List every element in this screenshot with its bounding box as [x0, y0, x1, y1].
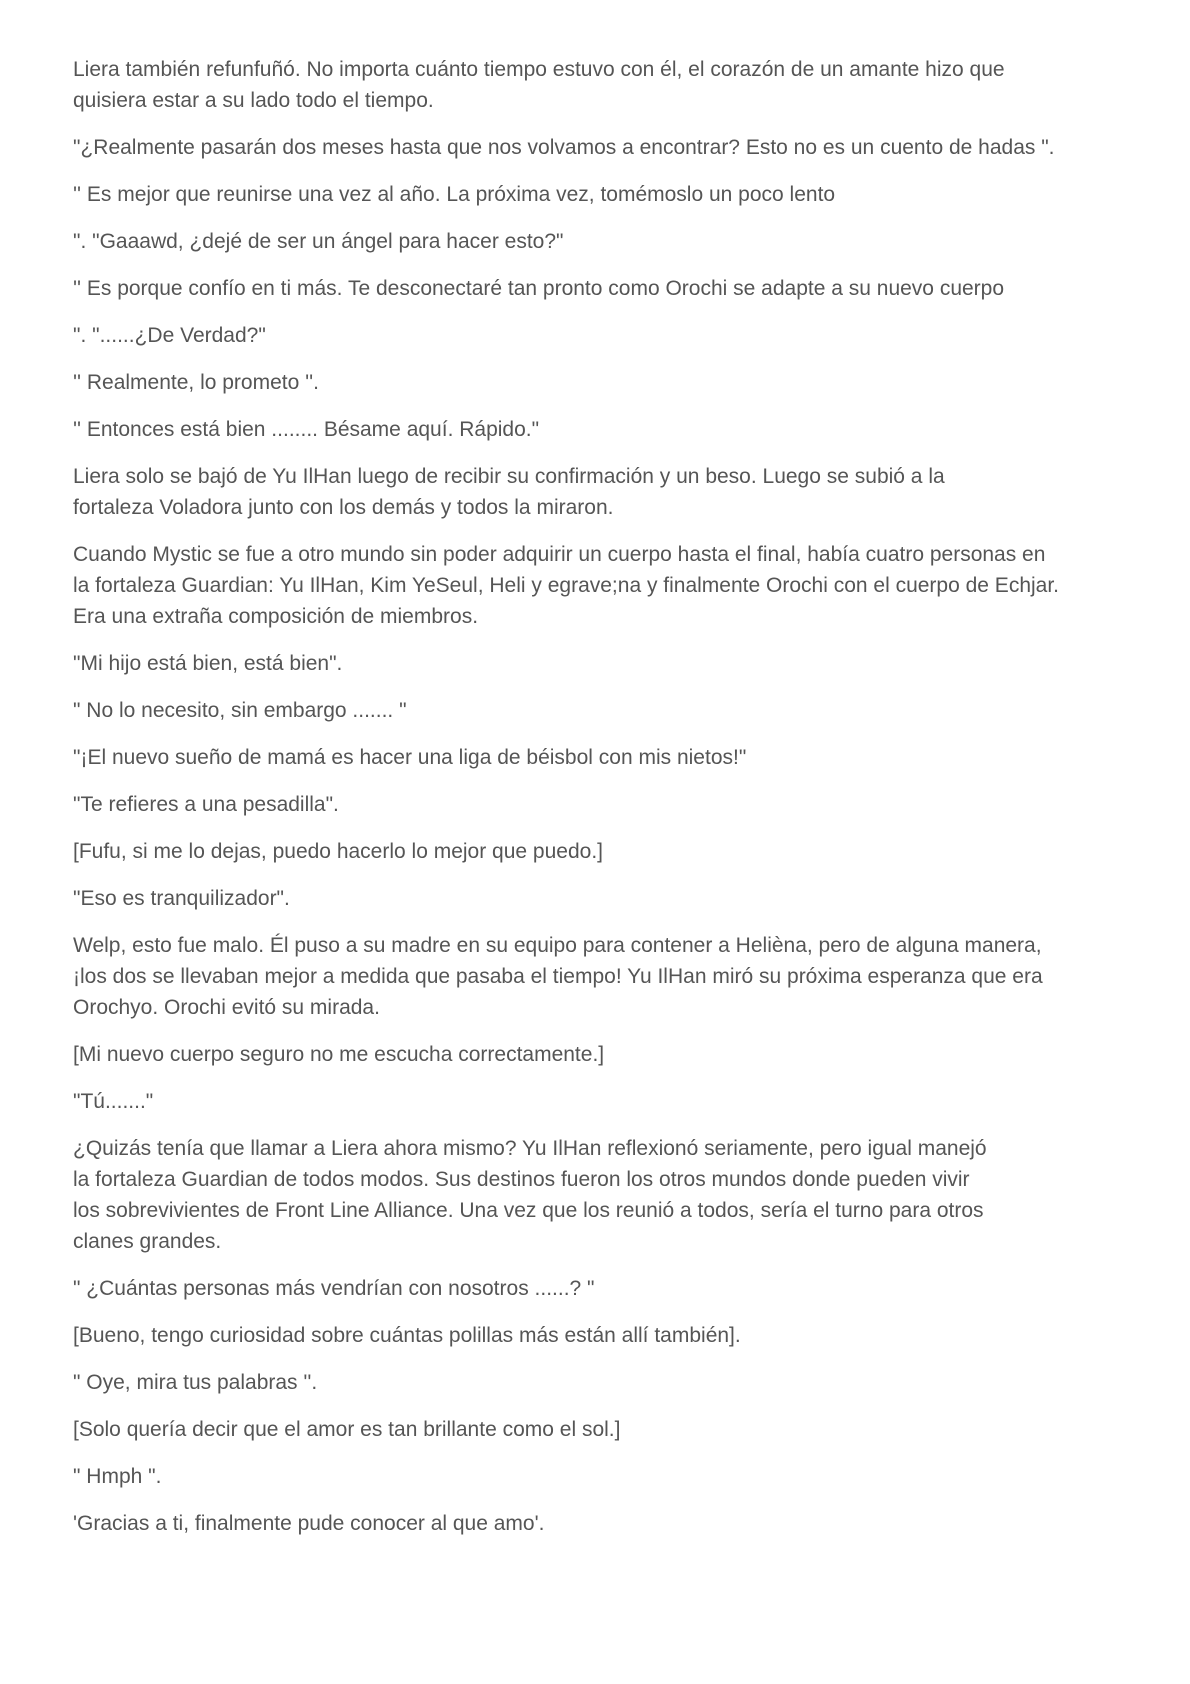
paragraph: 'Gracias a ti, finalmente pude conocer al que amo'. — [73, 1512, 545, 1535]
paragraph: ". "......¿De Verdad?" — [73, 324, 266, 347]
paragraph: "Tú......." — [73, 1090, 154, 1113]
document-page — [73, 54, 1123, 1555]
paragraph: Welp, esto fue malo. Él puso a su madre en su equipo para contener a Helièna, pero de alguna manera, ¡los dos se llevaban mejor a medida que pasaba el tiempo! Yu IlHan miró su próxima esperanza que era Orochyo. Orochi evitó su mirada. — [73, 934, 1043, 1019]
paragraph: " No lo necesito, sin embargo ....... " — [73, 699, 407, 722]
paragraph: ". "Gaaawd, ¿dejé de ser un ángel para hacer esto?" — [73, 230, 564, 253]
paragraph: '' Es mejor que reunirse una vez al año. La próxima vez, tomémoslo un poco lento — [73, 183, 836, 206]
paragraph: [Fufu, si me lo dejas, puedo hacerlo lo mejor que puedo.] — [73, 840, 603, 863]
paragraph: [Solo quería decir que el amor es tan brillante como el sol.] — [73, 1418, 621, 1441]
paragraph: Liera solo se bajó de Yu IlHan luego de recibir su confirmación y un beso. Luego se subió a la fortaleza Voladora junto con los demás y todos la miraron. — [73, 465, 945, 519]
paragraph: " Oye, mira tus palabras ''. — [73, 1371, 318, 1394]
paragraph: Cuando Mystic se fue a otro mundo sin poder adquirir un cuerpo hasta el final, había cuatro personas en la fortaleza Guardian: Yu IlHan, Kim YeSeul, Heli y egrave;na y finalmente Orochi con el cuerpo de Echjar. Era una extraña composición de miembros. — [73, 543, 1060, 628]
paragraph: Liera también refunfuñó. No importa cuánto tiempo estuvo con él, el corazón de un amante hizo que quisiera estar a su lado todo el tiempo. — [73, 58, 1005, 112]
paragraph: "¿Realmente pasarán dos meses hasta que nos volvamos a encontrar? Esto no es un cuento de hadas ". — [73, 136, 1055, 159]
paragraph: ¿Quizás tenía que llamar a Liera ahora mismo? Yu IlHan reflexionó seriamente, pero igual manejó la fortaleza Guardian de todos modos. Sus destinos fueron los otros mundos donde pueden vivir los sobrevivientes de Front Line Alliance. Una vez que los reunió a todos, sería el turno para otros clanes grandes. — [73, 1137, 987, 1253]
paragraph: [Bueno, tengo curiosidad sobre cuántas polillas más están allí también]. — [73, 1324, 741, 1347]
paragraph: " Hmph ". — [73, 1465, 162, 1488]
paragraph: [Mi nuevo cuerpo seguro no me escucha correctamente.] — [73, 1043, 605, 1066]
paragraph: '' Es porque confío en ti más. Te desconectaré tan pronto como Orochi se adapte a su nuevo cuerpo — [73, 277, 1005, 300]
paragraph: "¡El nuevo sueño de mamá es hacer una liga de béisbol con mis nietos!" — [73, 746, 747, 769]
paragraph: " ¿Cuántas personas más vendrían con nosotros ......? " — [73, 1277, 595, 1300]
paragraph: '' Entonces está bien ........ Bésame aquí. Rápido." — [73, 418, 540, 441]
paragraph: "Te refieres a una pesadilla". — [73, 793, 339, 816]
paragraph: "Eso es tranquilizador". — [73, 887, 290, 910]
paragraph: "Mi hijo está bien, está bien". — [73, 652, 343, 675]
paragraph: '' Realmente, lo prometo ''. — [73, 371, 319, 394]
